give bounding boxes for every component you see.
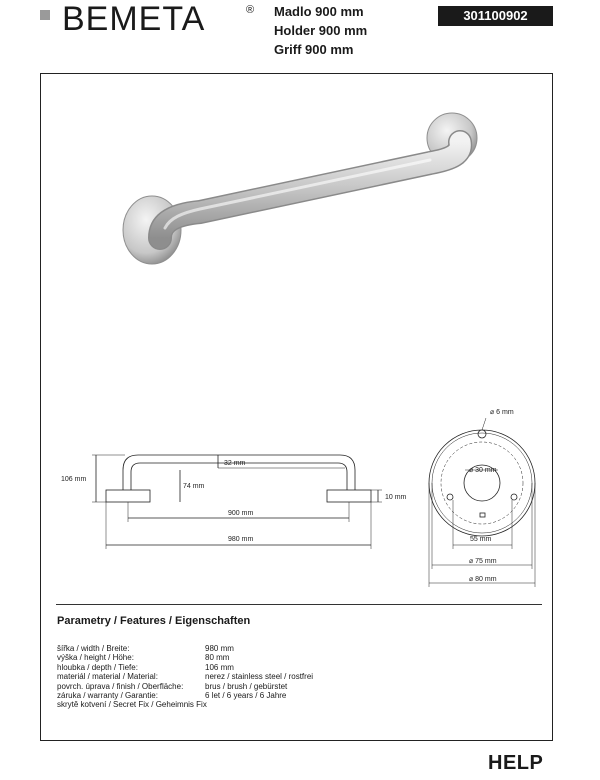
spec-value: 80 mm (205, 653, 230, 663)
spec-label: hloubka / depth / Tiefe: (57, 662, 138, 672)
spec-label: záruka / warranty / Garantie: (57, 690, 158, 700)
spec-value: 106 mm (205, 662, 234, 672)
dim-74-label: 74 mm (183, 483, 205, 490)
spec-label: povrch. úprava / finish / Oberfläche: (57, 681, 184, 691)
title-cz: Madlo 900 mm (274, 4, 364, 19)
spec-label: skrytě kotvení / Secret Fix / Geheimnis Fix (57, 700, 207, 710)
dim-55-label: 55 mm (470, 536, 492, 543)
dim-10-label: 10 mm (385, 494, 407, 501)
registered-mark: ® (246, 4, 255, 16)
spec-value: 980 mm (205, 644, 234, 653)
logo-text: BEMETA (62, 0, 206, 38)
grab-bar-render (123, 113, 477, 264)
spec-value: 6 let / 6 years / 6 Jahre (205, 690, 287, 700)
dim-d6-label: ⌀ 6 mm (490, 409, 514, 416)
dim-106-label: 106 mm (61, 476, 87, 483)
dim-32-label: 32 mm (224, 460, 246, 467)
spec-value: nerez / stainless steel / rostfrei (205, 672, 314, 682)
title-de: Griff 900 mm (274, 42, 354, 57)
dim-d75-label: ⌀ 75 mm (469, 558, 497, 565)
dim-d30-label: ⌀ 30 mm (469, 467, 497, 474)
dim-900-label: 900 mm (228, 510, 254, 517)
spec-label: šířka / width / Breite: (57, 644, 130, 653)
dim-980-label: 980 mm (228, 536, 254, 543)
product-code-badge: 301100902 (438, 6, 553, 26)
spec-label: výška / height / Höhe: (57, 653, 134, 663)
spec-value: brus / brush / gebürstet (205, 681, 288, 691)
features-title: Parametry / Features / Eigenschaften (57, 615, 251, 627)
series-name: HELP (488, 752, 544, 774)
side-view-drawing (92, 455, 382, 549)
title-en: Holder 900 mm (274, 23, 368, 38)
features-separator (56, 604, 542, 605)
dim-d80-label: ⌀ 80 mm (469, 576, 497, 583)
spec-label: materiál / material / Material: (57, 672, 158, 682)
